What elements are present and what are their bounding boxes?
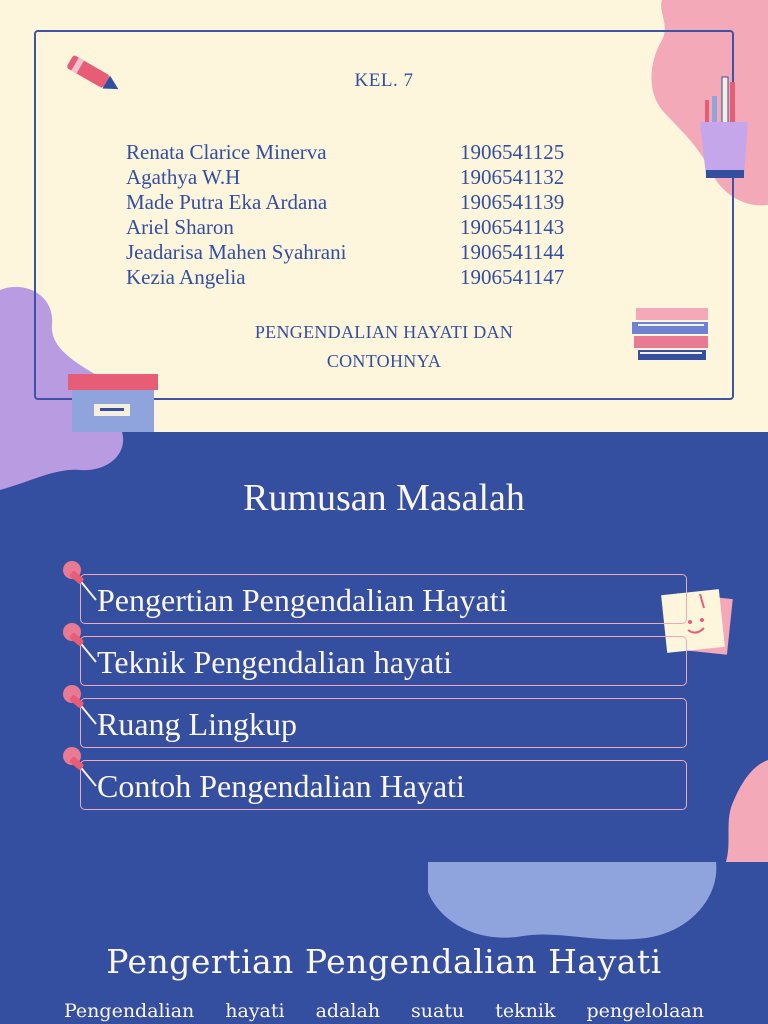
push-pin-icon <box>58 556 102 606</box>
problem-item <box>80 698 687 748</box>
topic-title <box>184 318 584 376</box>
problem-slide <box>0 432 768 1024</box>
member-nim: 1906541125 <box>460 140 565 164</box>
member-nim: 1906541147 <box>460 265 565 289</box>
push-pin-icon <box>58 742 102 792</box>
member-name: Kezia Angelia <box>126 265 246 289</box>
problem-item-label: Contoh Pengendalian Hayati <box>97 768 465 804</box>
member-name: Jeadarisa Mahen Syahrani <box>126 240 347 264</box>
member-row <box>126 215 586 240</box>
member-row <box>126 140 586 165</box>
storage-box-icon <box>66 372 160 432</box>
group-label: KEL. 7 <box>354 70 414 91</box>
topic-line-2: CONTOHNYA <box>326 351 442 371</box>
pink-blob-decoration <box>722 760 768 862</box>
problem-item <box>80 636 687 686</box>
member-name: Ariel Sharon <box>126 215 234 239</box>
topic-line-1: PENGENDALIAN HAYATI DAN <box>254 322 514 342</box>
body-paragraph: Pengendalian hayati adalah suatu teknik pengelolaan <box>64 1000 704 1022</box>
member-list <box>126 140 586 290</box>
problem-item <box>80 760 687 810</box>
problem-item-label: Pengertian Pengendalian Hayati <box>97 582 508 618</box>
books-stack-icon <box>630 306 714 362</box>
problem-item <box>80 574 687 624</box>
member-nim: 1906541132 <box>460 165 565 189</box>
member-nim: 1906541144 <box>460 240 565 264</box>
member-nim: 1906541143 <box>460 215 565 239</box>
member-nim: 1906541139 <box>460 190 565 214</box>
push-pin-icon <box>58 680 102 730</box>
member-name: Renata Clarice Minerva <box>126 140 327 164</box>
member-name: Made Putra Eka Ardana <box>126 190 328 214</box>
member-row <box>126 240 586 265</box>
member-name: Agathya W.H <box>126 165 241 189</box>
push-pin-icon <box>58 618 102 668</box>
slide-title: Rumusan Masalah <box>243 477 525 519</box>
title-slide <box>0 0 768 432</box>
problem-item-label: Teknik Pengendalian hayati <box>97 644 452 680</box>
section-title: Pengertian Pengendalian Hayati <box>106 942 662 981</box>
member-row <box>126 265 586 290</box>
problem-item-label: Ruang Lingkup <box>97 706 297 742</box>
member-row <box>126 190 586 215</box>
member-row <box>126 165 586 190</box>
periwinkle-blob-decoration <box>428 862 718 944</box>
